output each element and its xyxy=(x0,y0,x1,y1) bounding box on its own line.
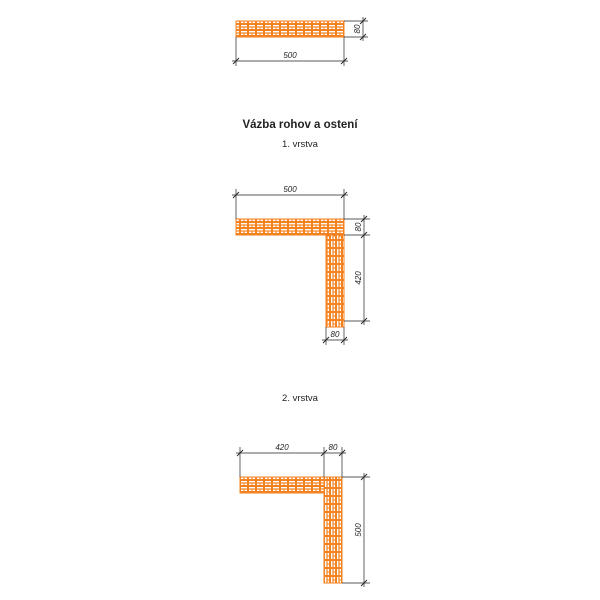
layer-1-label: 1. vrstva xyxy=(282,139,318,150)
dim-label: 500 xyxy=(354,523,363,537)
dim-label: 500 xyxy=(283,51,297,60)
dim-thickness xyxy=(322,327,348,345)
brick-wall-vertical xyxy=(326,235,344,327)
dim-length xyxy=(232,185,348,219)
brick-wall-vertical xyxy=(324,477,342,583)
dim-label: 420 xyxy=(354,271,363,285)
layer-2-label: 2. vrstva xyxy=(282,393,318,404)
dim-label: 80 xyxy=(354,222,363,232)
dim-length xyxy=(342,473,370,587)
dim-length xyxy=(232,37,348,66)
wall-plan-single xyxy=(232,17,368,66)
section-title: Vázba rohov a ostení xyxy=(242,119,358,131)
dim-label: 80 xyxy=(330,330,340,339)
dim-chain-right xyxy=(344,215,370,325)
corner-layer-2 xyxy=(236,443,370,587)
dim-label: 80 xyxy=(353,24,362,34)
dim-label: 420 xyxy=(275,443,289,452)
dim-label: 500 xyxy=(283,185,297,194)
dim-label: 80 xyxy=(328,443,338,452)
brick-wall-horizontal xyxy=(236,21,344,37)
brick-wall-horizontal xyxy=(236,219,344,235)
brick-wall-horizontal xyxy=(240,477,324,493)
corner-layer-1 xyxy=(232,185,370,345)
dim-thickness xyxy=(344,17,368,41)
dim-chain-top xyxy=(236,443,346,477)
